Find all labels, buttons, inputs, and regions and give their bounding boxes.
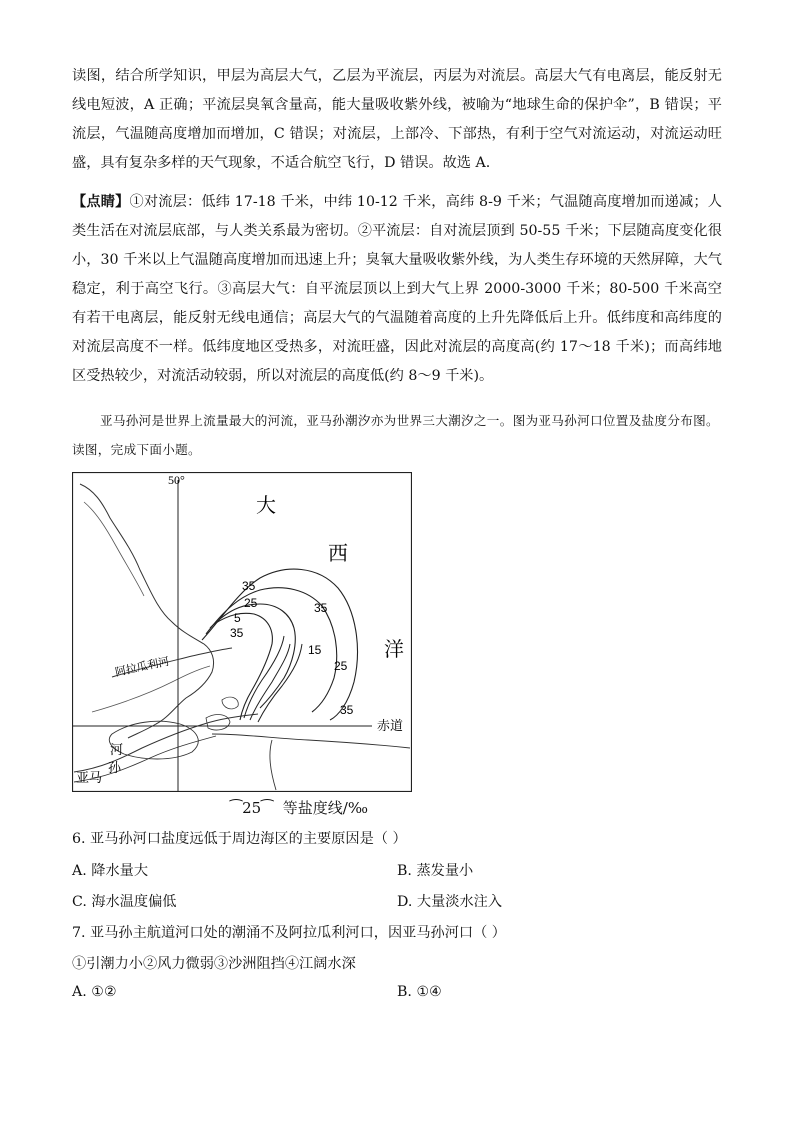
iso-label-35a: 35 [242, 579, 256, 593]
legend-sample-value: 25 [242, 799, 262, 817]
amazon-label-2: 孙 [108, 760, 122, 775]
q6-option-b[interactable]: B. 蒸发量小 [397, 863, 474, 879]
iso-label-35b: 35 [314, 601, 328, 615]
amazon-estuary-salinity-map [72, 472, 412, 792]
ocean-char-1: 大 [256, 495, 276, 517]
iso-label-25b: 25 [334, 659, 348, 673]
amazon-label-3: 亚马 [76, 770, 103, 785]
iso-label-15: 15 [308, 643, 322, 657]
ocean-char-2: 西 [328, 543, 348, 565]
answer-analysis-paragraph: 读图，结合所学知识，甲层为高层大气，乙层为平流层，丙层为对流层。高层大气有电离层，能反射无线电短波，A 正确；平流层臭氧含量高，能大量吸收紫外线，被喻为“地球生命的保护伞”，B 错误；平流层，气温随高度增加而增加，C 错误；对流层，上部冷、下部热，有利于空气对流运动，对流运动旺盛，具有复杂多样的天气现象，不适合航空飞行，D 错误。故选 A. [72, 68, 722, 171]
question-7-stem: 7. 亚马孙主航道河口处的潮涌不及阿拉瓜利河口，因亚马孙河口（ ） [72, 925, 506, 941]
iso-label-25a: 25 [244, 596, 258, 610]
dianjing-tag: 【点睛】 [72, 194, 130, 210]
question-intro: 亚马孙河是世界上流量最大的河流，亚马孙潮汐亦为世界三大潮汐之一。图为亚马孙河口位置及盐度分布图。读图，完成下面小题。 [72, 413, 719, 457]
iso-label-5: 5 [234, 611, 241, 625]
ocean-char-3: 洋 [384, 639, 404, 661]
legend-label: 等盐度线/‰ [282, 799, 368, 817]
map-legend [230, 797, 368, 818]
legend-line-right: ⁀ [261, 799, 274, 817]
dianjing-paragraph [72, 188, 722, 391]
equator-label: 赤道 [377, 718, 404, 733]
legend-line-left: ⁀ [230, 799, 243, 817]
araguari-river-label: 阿拉瓜利河 [114, 655, 171, 679]
q6-option-c[interactable]: C. 海水温度偏低 [72, 894, 177, 910]
q7-option-a[interactable]: A. ①② [72, 984, 117, 1000]
amazon-label-1: 河 [110, 742, 124, 757]
q7-statements: ①引潮力小②风力微弱③沙洲阻挡④江阔水深 [72, 956, 356, 972]
question-6-stem: 6. 亚马孙河口盐度远低于周边海区的主要原因是（ ） [72, 831, 407, 847]
q6-option-a[interactable]: A. 降水量大 [72, 863, 149, 879]
q7-option-b[interactable]: B. ①④ [397, 984, 442, 1000]
longitude-label: 50° [168, 473, 185, 487]
iso-label-35c: 35 [340, 703, 354, 717]
dianjing-body: ①对流层：低纬 17-18 千米，中纬 10-12 千米，高纬 8-9 千米；气温随高度增加而递减；人类生活在对流层底部，与人类关系最为密切。②平流层：自对流层顶到 50-55 千米；下层随高度变化很小，30 千米以上气温随高度增加而迅速上升；臭氧大量吸收紫外线，为人类生存环境的天然屏障，大气稳定，利于高空飞行。③高层大气：自平流层顶以上到大气上界 2000-3000 千米；80-500 千米高空有若干电离层，能反射无线电通信；高层大气的气温随着高度的上升先降低后上升。低纬度和高纬度的对流层高度不一样。低纬度地区受热多，对流旺盛，因此对流层的高度高(约 17～18 千米)；而高纬地区受热较少，对流活动较弱，所以对流层的高度低(约 8～9 千米)。 [72, 194, 722, 384]
iso-label-35d: 35 [230, 626, 244, 640]
q6-option-d[interactable]: D. 大量淡水注入 [397, 894, 503, 910]
